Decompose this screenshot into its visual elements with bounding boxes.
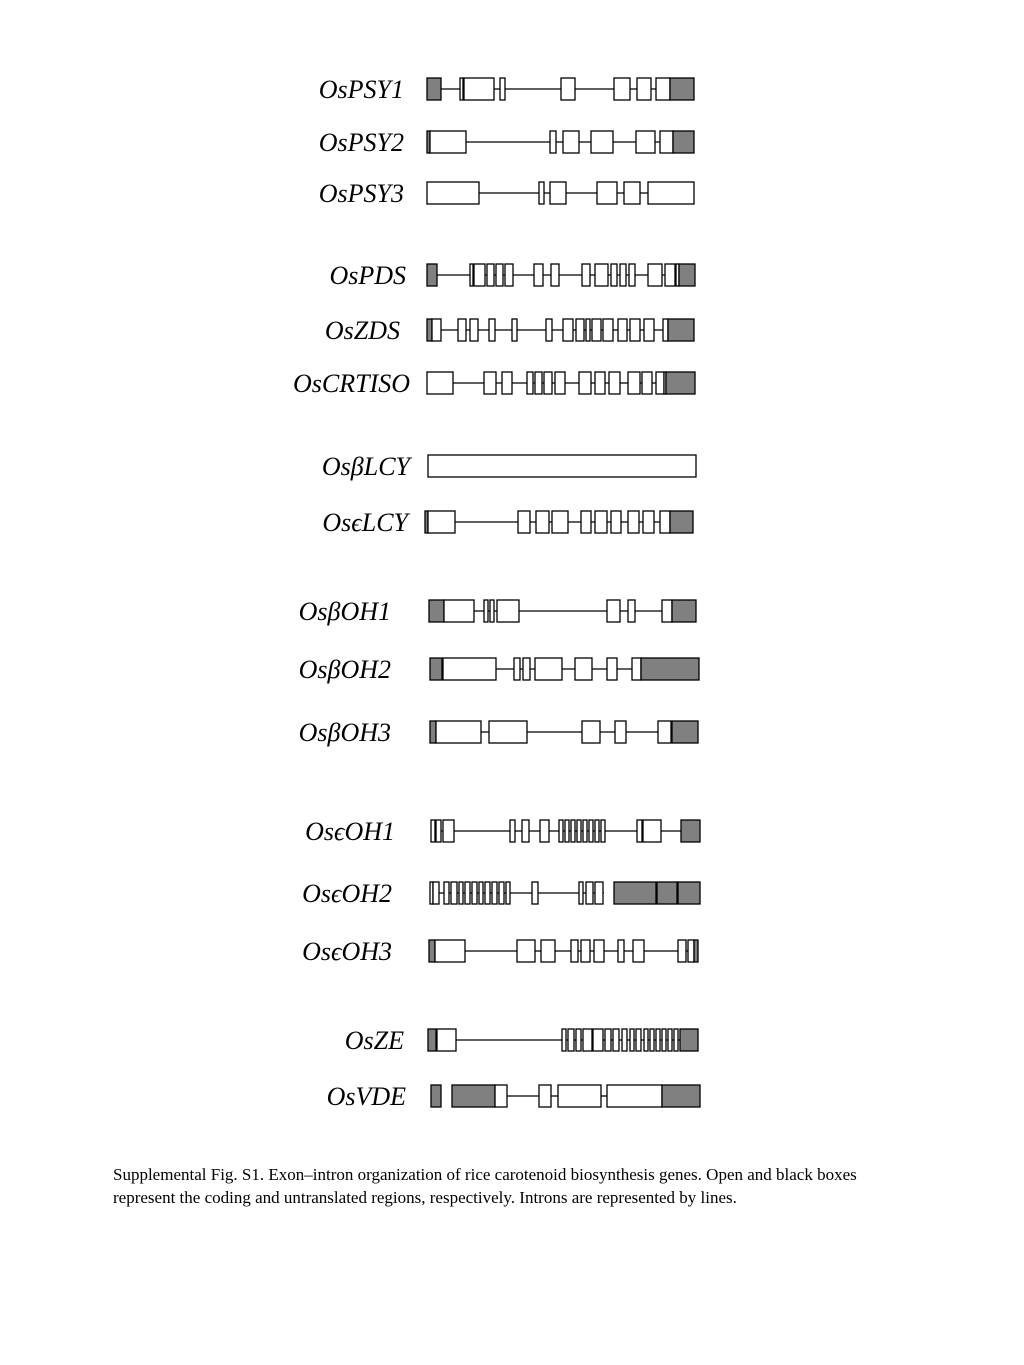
coding-exon-box <box>662 600 672 622</box>
coding-exon-box <box>607 600 620 622</box>
coding-exon-box <box>565 820 569 842</box>
coding-exon-box <box>644 1029 648 1051</box>
coding-exon-box <box>663 319 668 341</box>
utr-exon-box <box>680 1029 698 1051</box>
coding-exon-box <box>563 131 579 153</box>
coding-exon-box <box>583 1029 592 1051</box>
coding-exon-box <box>595 264 608 286</box>
coding-exon-box <box>510 820 515 842</box>
coding-exon-box <box>643 511 654 533</box>
utr-exon-box <box>427 319 432 341</box>
coding-exon-box <box>518 511 530 533</box>
coding-exon-box <box>555 372 565 394</box>
gene-label-osvde: OsVDE <box>326 1082 406 1111</box>
utr-exon-box <box>679 264 695 286</box>
coding-exon-box <box>658 721 671 743</box>
coding-exon-box <box>582 264 590 286</box>
coding-exon-box <box>601 820 605 842</box>
coding-exon-box <box>544 372 552 394</box>
coding-exon-box <box>436 721 481 743</box>
coding-exon-box <box>642 372 652 394</box>
coding-exon-box <box>586 882 593 904</box>
coding-exon-box <box>611 264 617 286</box>
coding-exon-box <box>628 511 639 533</box>
coding-exon-box <box>540 820 549 842</box>
gene-track-osoh3 <box>430 721 698 743</box>
coding-exon-box <box>443 820 454 842</box>
coding-exon-box <box>506 882 510 904</box>
coding-exon-box <box>444 600 474 622</box>
coding-exon-box <box>620 264 626 286</box>
coding-exon-box <box>437 1029 456 1051</box>
coding-exon-box <box>630 1029 634 1051</box>
coding-exon-box <box>629 264 635 286</box>
coding-exon-box <box>628 600 635 622</box>
coding-exon-box <box>591 131 613 153</box>
gene-label-ospsy1: OsPSY1 <box>318 75 404 104</box>
coding-exon-box <box>541 940 555 962</box>
gene-track-osoh2 <box>430 658 699 680</box>
gene-track-osoh1 <box>431 820 700 842</box>
coding-exon-box <box>479 882 483 904</box>
gene-label-oslcy: OsβLCY <box>321 452 410 481</box>
gene-track-oslcy <box>428 455 696 477</box>
utr-exon-box <box>672 600 696 622</box>
coding-exon-box <box>435 940 465 962</box>
coding-exon-box <box>550 131 556 153</box>
gene-track-ospsy3 <box>427 182 694 204</box>
coding-exon-box <box>436 820 441 842</box>
gene-track-osvde <box>431 1085 700 1107</box>
gene-track-osze <box>428 1029 698 1051</box>
coding-exon-box <box>665 264 675 286</box>
coding-exon-box <box>550 182 566 204</box>
coding-exon-box <box>650 1029 654 1051</box>
coding-exon-box <box>559 820 563 842</box>
coding-exon-box <box>579 372 591 394</box>
coding-exon-box <box>489 319 495 341</box>
coding-exon-box <box>571 940 578 962</box>
gene-label-ospds: OsPDS <box>329 261 406 290</box>
coding-exon-box <box>443 658 496 680</box>
coding-exon-box <box>433 882 439 904</box>
utr-exon-box <box>431 1085 441 1107</box>
utr-exon-box <box>681 820 700 842</box>
figure-caption: Supplemental Fig. S1. Exon–intron organization of rice carotenoid biosynthesis genes. Open and black boxes represent the coding and untranslated regions, respectively. Introns are represented by lines. <box>113 1165 857 1207</box>
utr-exon-box <box>678 882 700 904</box>
coding-exon-box <box>428 455 696 477</box>
coding-exon-box <box>668 1029 672 1051</box>
coding-exon-box <box>505 264 513 286</box>
coding-exon-box <box>499 882 504 904</box>
coding-exon-box <box>648 182 694 204</box>
coding-exon-box <box>490 600 494 622</box>
gene-label-ospsy2: OsPSY2 <box>318 128 404 157</box>
coding-exon-box <box>571 820 575 842</box>
utr-exon-box <box>657 882 677 904</box>
utr-exon-box <box>672 721 698 743</box>
coding-exon-box <box>568 1029 574 1051</box>
gene-label-osoh3: OsϵOH3 <box>302 937 392 966</box>
coding-exon-box <box>579 882 583 904</box>
coding-exon-box <box>595 511 607 533</box>
coding-exon-box <box>660 131 673 153</box>
coding-exon-box <box>597 182 617 204</box>
coding-exon-box <box>514 658 520 680</box>
gene-track-ospds <box>427 264 695 286</box>
coding-exon-box <box>632 658 641 680</box>
coding-exon-box <box>444 882 449 904</box>
gene-track-osoh2 <box>430 882 700 904</box>
coding-exon-box <box>581 940 590 962</box>
coding-exon-box <box>583 820 587 842</box>
coding-exon-box <box>465 882 470 904</box>
coding-exon-box <box>656 78 670 100</box>
coding-exon-box <box>593 1029 603 1051</box>
coding-exon-box <box>546 319 552 341</box>
coding-exon-box <box>636 131 655 153</box>
coding-exon-box <box>618 940 624 962</box>
coding-exon-box <box>532 882 538 904</box>
coding-exon-box <box>558 1085 601 1107</box>
coding-exon-box <box>660 511 670 533</box>
coding-exon-box <box>581 511 591 533</box>
gene-label-oslcy: OsϵLCY <box>322 508 408 537</box>
coding-exon-box <box>432 319 441 341</box>
coding-exon-box <box>458 319 466 341</box>
coding-exon-box <box>607 1085 662 1107</box>
gene-label-osoh2: OsϵOH2 <box>302 879 392 908</box>
gene-label-osoh3: OsβOH3 <box>298 718 391 747</box>
gene-label-osoh1: OsϵOH1 <box>305 817 395 846</box>
utr-exon-box <box>641 658 699 680</box>
coding-exon-box <box>485 882 490 904</box>
coding-exon-box <box>576 1029 581 1051</box>
gene-label-osze: OsZE <box>344 1026 404 1055</box>
coding-exon-box <box>539 182 544 204</box>
coding-exon-box <box>484 372 496 394</box>
coding-exon-box <box>552 511 568 533</box>
coding-exon-box <box>609 372 620 394</box>
coding-exon-box <box>522 820 529 842</box>
coding-exon-box <box>678 940 686 962</box>
coding-exon-box <box>523 658 530 680</box>
utr-exon-box <box>662 1085 700 1107</box>
coding-exon-box <box>595 372 605 394</box>
coding-exon-box <box>459 882 463 904</box>
coding-exon-box <box>575 658 592 680</box>
gene-track-ospsy1 <box>427 78 694 100</box>
gene-track-oscrtiso <box>427 372 695 394</box>
coding-exon-box <box>563 319 573 341</box>
gene-track-osoh1 <box>429 600 696 622</box>
coding-exon-box <box>592 319 601 341</box>
coding-exon-box <box>472 882 477 904</box>
coding-exon-box <box>496 264 503 286</box>
coding-exon-box <box>603 319 613 341</box>
coding-exon-box <box>674 1029 678 1051</box>
coding-exon-box <box>460 78 463 100</box>
utr-exon-box <box>666 372 695 394</box>
coding-exon-box <box>474 264 485 286</box>
gene-label-oscrtiso: OsCRTISO <box>292 369 410 398</box>
coding-exon-box <box>561 78 575 100</box>
coding-exon-box <box>470 319 478 341</box>
coding-exon-box <box>624 182 640 204</box>
coding-exon-box <box>595 882 603 904</box>
coding-exon-box <box>648 264 662 286</box>
coding-exon-box <box>662 1029 666 1051</box>
coding-exon-box <box>430 131 466 153</box>
coding-exon-box <box>628 372 640 394</box>
coding-exon-box <box>688 940 694 962</box>
coding-exon-box <box>512 319 517 341</box>
coding-exon-box <box>451 882 457 904</box>
utr-exon-box <box>427 78 441 100</box>
coding-exon-box <box>428 511 455 533</box>
gene-track-osoh3 <box>429 940 698 962</box>
utr-exon-box <box>428 1029 436 1051</box>
coding-exon-box <box>605 1029 611 1051</box>
coding-exon-box <box>492 882 497 904</box>
coding-exon-box <box>536 511 549 533</box>
coding-exon-box <box>618 319 627 341</box>
coding-exon-box <box>594 940 604 962</box>
coding-exon-box <box>534 264 543 286</box>
coding-exon-box <box>562 1029 566 1051</box>
coding-exon-box <box>630 319 640 341</box>
utr-exon-box <box>427 264 437 286</box>
coding-exon-box <box>470 264 473 286</box>
coding-exon-box <box>489 721 527 743</box>
coding-exon-box <box>576 319 584 341</box>
coding-exon-box <box>615 721 626 743</box>
coding-exon-box <box>656 372 664 394</box>
gene-label-osoh1: OsβOH1 <box>298 597 391 626</box>
coding-exon-box <box>535 658 562 680</box>
coding-exon-box <box>644 319 654 341</box>
utr-exon-box <box>670 511 693 533</box>
coding-exon-box <box>551 264 559 286</box>
coding-exon-box <box>464 78 494 100</box>
coding-exon-box <box>622 1029 627 1051</box>
coding-exon-box <box>614 78 630 100</box>
coding-exon-box <box>636 1029 641 1051</box>
coding-exon-box <box>484 600 488 622</box>
utr-exon-box <box>673 131 694 153</box>
coding-exon-box <box>586 319 590 341</box>
coding-exon-box <box>431 820 435 842</box>
coding-exon-box <box>577 820 581 842</box>
coding-exon-box <box>633 940 644 962</box>
coding-exon-box <box>497 600 519 622</box>
coding-exon-box <box>607 658 617 680</box>
utr-exon-box <box>429 600 444 622</box>
coding-exon-box <box>500 78 505 100</box>
coding-exon-box <box>643 820 661 842</box>
gene-track-oszds <box>427 319 694 341</box>
coding-exon-box <box>613 1029 619 1051</box>
utr-exon-box <box>614 882 656 904</box>
coding-exon-box <box>589 820 593 842</box>
gene-track-ospsy2 <box>427 131 694 153</box>
gene-track-oslcy <box>425 511 693 533</box>
coding-exon-box <box>611 511 621 533</box>
utr-exon-box <box>694 940 698 962</box>
coding-exon-box <box>427 372 453 394</box>
utr-exon-box <box>429 940 435 962</box>
utr-exon-box <box>452 1085 495 1107</box>
coding-exon-box <box>539 1085 551 1107</box>
coding-exon-box <box>495 1085 507 1107</box>
utr-exon-box <box>668 319 694 341</box>
coding-exon-box <box>527 372 533 394</box>
coding-exon-box <box>637 78 651 100</box>
coding-exon-box <box>535 372 542 394</box>
coding-exon-box <box>517 940 535 962</box>
utr-exon-box <box>670 78 694 100</box>
coding-exon-box <box>582 721 600 743</box>
utr-exon-box <box>430 658 442 680</box>
gene-label-ospsy3: OsPSY3 <box>318 179 404 208</box>
gene-label-oszds: OsZDS <box>324 316 400 345</box>
coding-exon-box <box>427 182 479 204</box>
gene-label-osoh2: OsβOH2 <box>298 655 391 684</box>
coding-exon-box <box>656 1029 660 1051</box>
coding-exon-box <box>502 372 512 394</box>
utr-exon-box <box>430 721 436 743</box>
coding-exon-box <box>487 264 494 286</box>
coding-exon-box <box>595 820 599 842</box>
coding-exon-box <box>637 820 642 842</box>
